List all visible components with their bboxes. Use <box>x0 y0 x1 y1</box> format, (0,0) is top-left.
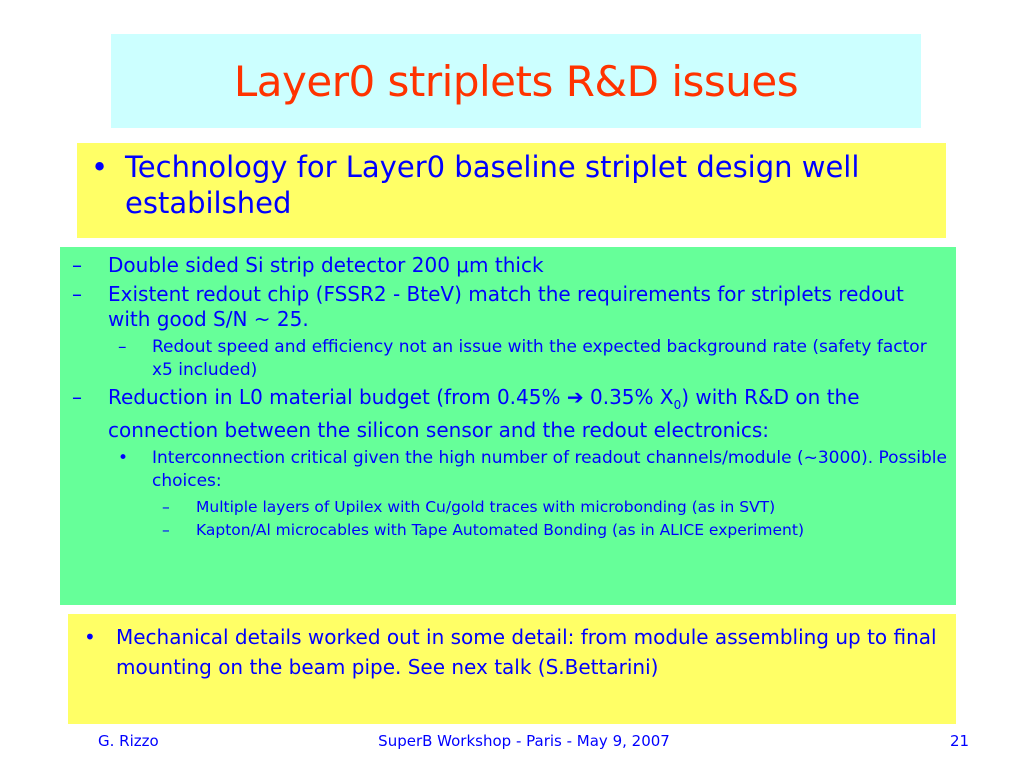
dash-marker: – <box>72 253 82 277</box>
bullet-marker: • <box>118 448 129 468</box>
footer-page-number: 21 <box>950 732 970 750</box>
dash-item-text: Existent redout chip (FSSR2 - BteV) match the requirements for striplets redout with good S/N ~ 25. <box>108 282 904 331</box>
dash-item <box>68 282 948 332</box>
mechanical-box <box>68 614 956 724</box>
sub-dash-item <box>68 336 948 382</box>
dash-marker: – <box>72 385 82 409</box>
bullet-item <box>87 149 936 221</box>
dash-item-text: Reduction in L0 material budget (from 0.45% ➔ 0.35% $X_0$) with R&D on the connection between the silicon sensor and the redout electronics: <box>108 385 860 442</box>
arrow-icon: ➔ <box>566 385 584 409</box>
title-banner <box>111 34 921 128</box>
bullet-marker: • <box>91 150 109 184</box>
bullet-text: Mechanical details worked out in some detail: from module assembling up to final mounting on the beam pipe. See nex talk (S.Bettarini) <box>116 625 937 679</box>
details-box <box>60 247 956 605</box>
sub-sub-dash-item-text: Kapton/Al microcables with Tape Automated Bonding (as in ALICE experiment) <box>196 521 805 539</box>
footer-author: G. Rizzo <box>98 732 159 750</box>
sub-bullet-item-text: Interconnection critical given the high number of readout channels/module (~3000). Possible choices: <box>152 448 947 491</box>
sub-sub-dash-item <box>68 496 948 519</box>
sub-sub-dash-item <box>68 519 948 542</box>
sub-dash-item-text: Redout speed and efficiency not an issue with the expected background rate (safety factor x5 included) <box>152 337 927 380</box>
bullet-text: Technology for Layer0 baseline striplet design well estabilshed <box>125 150 860 220</box>
dash-marker: – <box>118 337 127 357</box>
dash-item <box>68 253 948 278</box>
footer-event: SuperB Workshop - Paris - May 9, 2007 <box>378 732 670 750</box>
dash-marker: – <box>162 498 170 516</box>
dash-marker: – <box>162 521 170 539</box>
technology-box <box>77 143 946 238</box>
mu-symbol: μ <box>456 253 470 277</box>
sub-bullet-item <box>68 447 948 493</box>
slide-title: Layer0 striplets R&D issues <box>233 56 799 106</box>
sub-sub-dash-item-text: Multiple layers of Upilex with Cu/gold traces with microbonding (as in SVT) <box>196 498 776 516</box>
bullet-marker: • <box>84 625 96 649</box>
bullet-item <box>78 622 946 682</box>
dash-item <box>68 385 948 443</box>
dash-item-text: Double sided Si strip detector 200 μm thick <box>108 253 544 277</box>
dash-marker: – <box>72 282 82 306</box>
